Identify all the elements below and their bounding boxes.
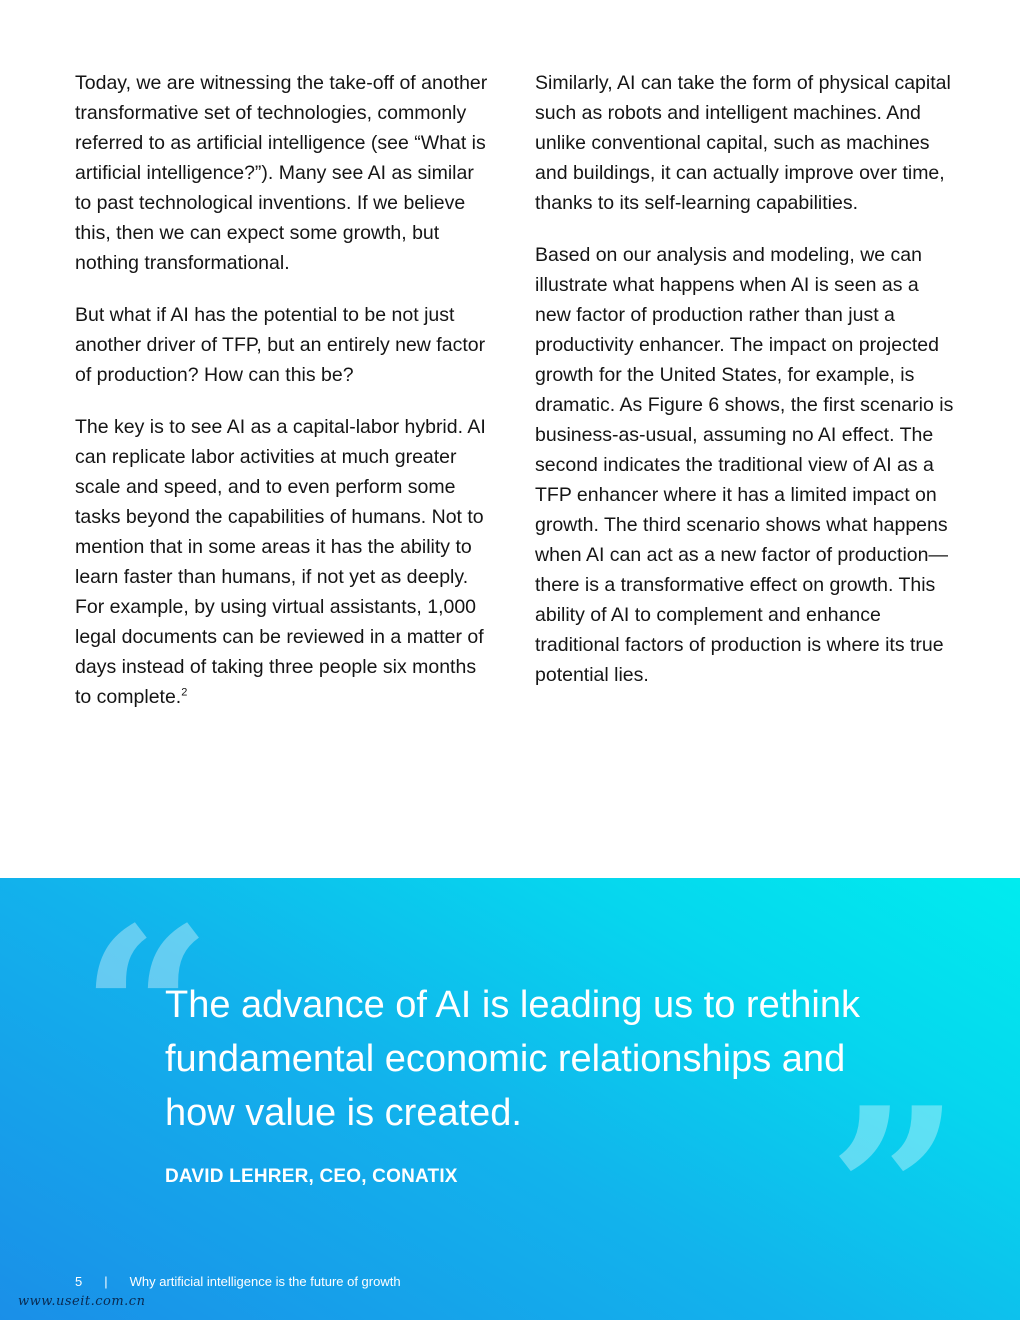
- left-paragraph-2: But what if AI has the potential to be not just another driver of TFP, but an entirely new factor of production? How can this be?: [75, 304, 486, 386]
- page-number: 5: [75, 1274, 83, 1289]
- close-quote-icon: ”: [828, 1058, 961, 1320]
- right-paragraph-2: Based on our analysis and modeling, we can illustrate what happens when AI is seen as a new factor of production rather than just a productivity enhancer. The impact on projected growth for the United States, for example, is dramatic. As Figure 6 shows, the first scenario is business-as-usual, assuming no AI effect. The second indicates the traditional view of AI as a TFP enhancer where it has a limited impact on growth. The third scenario shows what happens when AI can act as a new factor of production—there is a transformative effect on growth. This ability of AI to complement and enhance traditional factors of production is where its true potential lies.: [535, 244, 954, 686]
- page-footer: [75, 1274, 401, 1289]
- footnote-marker: 2: [181, 686, 188, 699]
- left-column: [75, 68, 495, 734]
- footer-title: Why artificial intelligence is the future of growth: [129, 1274, 401, 1289]
- pull-quote-text: The advance of AI is leading us to rethink fundamental economic relationships and how value is created.: [165, 984, 860, 1134]
- left-paragraph-1: Today, we are witnessing the take-off of another transformative set of technologies, commonly referred to as artificial intelligence (see “What is artificial intelligence?”). Many see AI as similar to past technological inventions. If we believe this, then we can expect some growth, but nothing transformational.: [75, 72, 488, 274]
- right-paragraph-1: Similarly, AI can take the form of physical capital such as robots and intelligent machines. And unlike conventional capital, such as machines and buildings, it can actually improve over time, thanks to its self-learning capabilities.: [535, 72, 951, 214]
- footer-separator: |: [104, 1274, 108, 1289]
- watermark-text: www.useit.com.cn: [18, 1294, 146, 1309]
- quote-attribution: DAVID LEHRER, CEO, CONATIX: [165, 1166, 458, 1187]
- left-paragraph-3-text: The key is to see AI as a capital-labor hybrid. AI can replicate labor activities at much greater scale and speed, and to even perform some tasks beyond the capabilities of humans. Not to mention that in some areas it has the ability to learn faster than humans, if not yet as deeply. For example, by using virtual assistants, 1,000 legal documents can be reviewed in a matter of days instead of taking three people six months to complete.: [75, 416, 486, 708]
- body-columns: [75, 68, 955, 734]
- open-quote-icon: “: [80, 878, 213, 1148]
- right-column: [535, 68, 955, 734]
- left-paragraph-3: [75, 412, 495, 712]
- pull-quote-band: [0, 878, 1020, 1320]
